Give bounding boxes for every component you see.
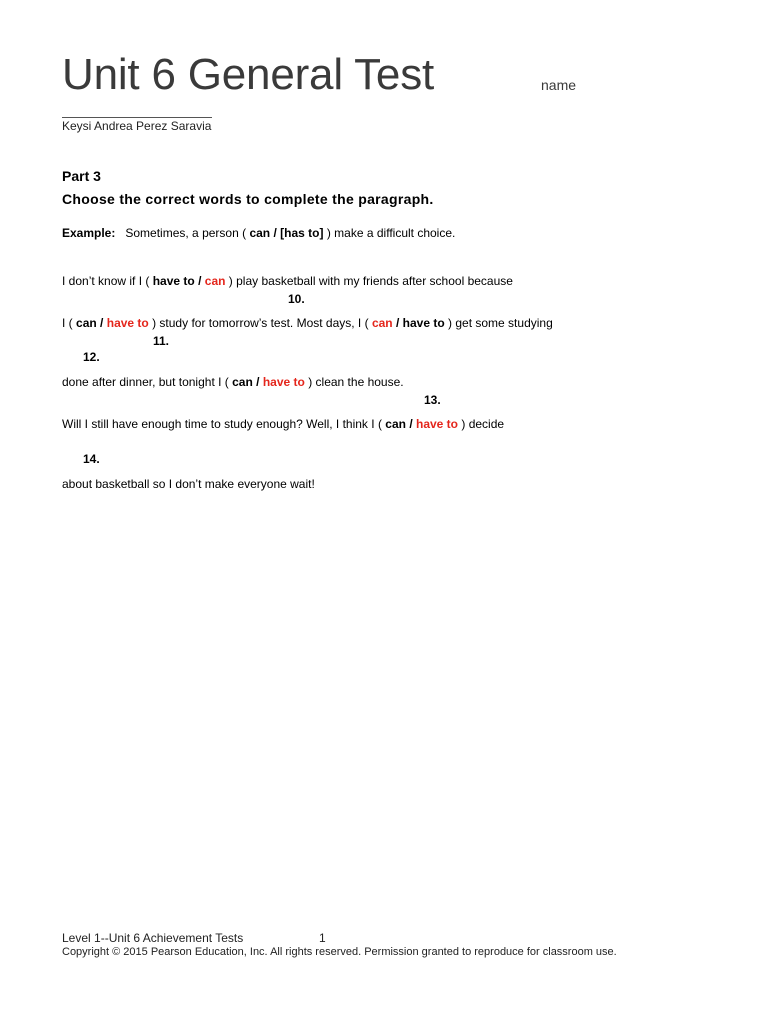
item-11-post: ) study for tomorrow’s test. Most days, I ( <box>152 316 369 330</box>
item-10-pre: I don’t know if I ( <box>62 274 150 288</box>
item-14-answer: have to <box>416 417 459 431</box>
instructions: Choose the correct words to complete the paragraph. <box>62 191 434 207</box>
item-11-pre: I ( <box>62 316 73 330</box>
item-11-option-1: can <box>76 316 97 330</box>
example-option-1: can <box>249 226 271 240</box>
example-line <box>62 226 455 240</box>
item-14-number: 14. <box>83 452 100 466</box>
example-separator: / <box>273 226 277 240</box>
item-13-post: ) clean the house. <box>308 375 404 389</box>
item-10-option-1: have to <box>152 274 195 288</box>
item-13-number: 13. <box>424 393 441 407</box>
closing-line: about basketball so I don’t make everyone wait! <box>62 477 315 491</box>
item-13-option-1: can <box>232 375 253 389</box>
item-11-number: 11. <box>153 334 170 348</box>
item-13-pre: done after dinner, but tonight I ( <box>62 375 229 389</box>
item-14-line <box>62 417 504 431</box>
example-pre: Sometimes, a person ( <box>125 226 247 240</box>
footer-copyright: Copyright © 2015 Pearson Education, Inc. All rights reserved. Permission granted to reproduce for classroom use. <box>62 946 617 958</box>
item-14-pre: Will I still have enough time to study enough? Well, I think I ( <box>62 417 382 431</box>
item-11-answer: have to <box>106 316 149 330</box>
name-underline <box>62 117 212 118</box>
item-14-post: ) decide <box>461 417 505 431</box>
item-13-line <box>62 375 404 389</box>
item-10-line <box>62 274 513 288</box>
item-12-option-2: have to <box>402 316 445 330</box>
student-name: Keysi Andrea Perez Saravia <box>62 119 212 133</box>
item-11-12-line <box>62 316 553 330</box>
item-10-post: ) play basketball with my friends after school because <box>228 274 513 288</box>
item-14-option-1: can <box>385 417 406 431</box>
item-13-answer: have to <box>262 375 305 389</box>
example-label: Example: <box>62 226 116 240</box>
page-title: Unit 6 General Test <box>62 50 435 99</box>
item-12-post: ) get some studying <box>448 316 553 330</box>
item-12-answer: can <box>371 316 393 330</box>
item-12-separator: / <box>395 316 400 330</box>
item-10-number: 10. <box>288 292 305 306</box>
footer-course: Level 1--Unit 6 Achievement Tests <box>62 931 244 945</box>
footer-page-number: 1 <box>319 931 326 945</box>
name-label: name <box>541 77 577 93</box>
item-12-number: 12. <box>83 350 100 364</box>
example-option-2: [has to] <box>280 226 324 240</box>
example-post: ) make a difficult choice. <box>326 226 456 240</box>
item-10-answer: can <box>204 274 226 288</box>
part-heading: Part 3 <box>62 168 101 184</box>
item-13-separator: / <box>256 375 260 389</box>
item-14-separator: / <box>409 417 413 431</box>
item-11-separator: / <box>100 316 104 330</box>
item-10-separator: / <box>198 274 202 288</box>
